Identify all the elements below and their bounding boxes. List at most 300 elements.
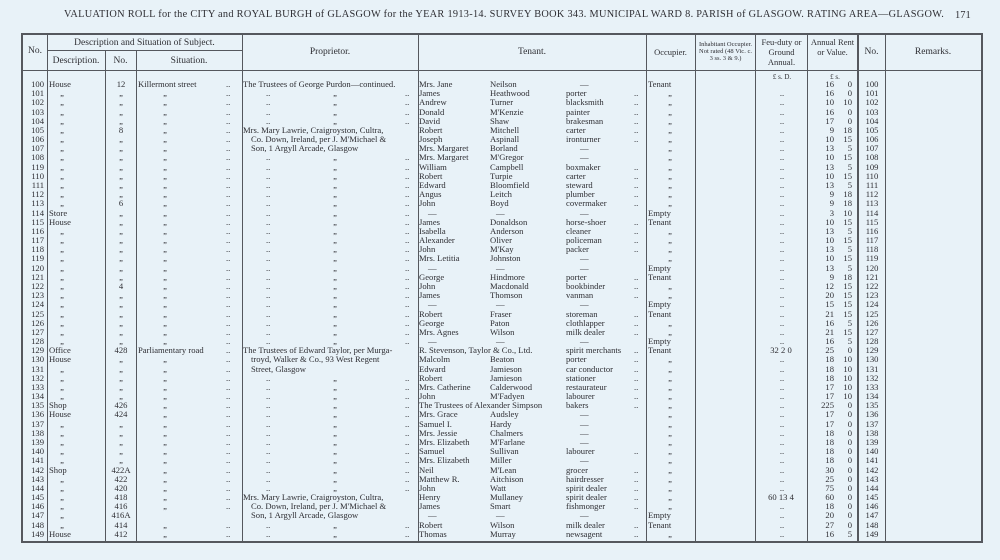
rent-units: £ s. [830,73,840,81]
situation: „ [163,299,167,310]
table-row [0,300,1000,309]
leader-dots: .. [226,235,231,246]
tenant-first-name: Donald [419,106,445,117]
house-number: „ [119,391,123,402]
rent-pounds: 16 [825,79,834,89]
leader-dots: .. [405,271,410,282]
leader-dots: .. [266,88,271,99]
tenant-occupation: — [580,427,589,438]
rent-shillings: 15 [843,235,852,246]
rent-shillings: 0 [847,409,852,420]
proprietor: „ [333,106,337,117]
proprietor: „ [333,409,337,420]
house-number: 416 [114,501,128,512]
rent-shillings: 5 [847,225,852,236]
row-number: 108 [31,152,44,163]
situation: „ [163,115,167,126]
rent-pounds: 20 [825,290,834,301]
description: „ [60,106,64,117]
tenant-first-name: William [419,161,447,172]
feu-duty: .. [779,280,785,291]
feu-duty: .. [779,427,785,438]
table-row [0,199,1000,208]
proprietor: Street, Glasgow [251,363,306,374]
leader-dots: .. [634,161,639,172]
tenant-occupation: cleaner [566,225,591,236]
occupier: Tenant [648,216,672,227]
leader-dots: .. [405,189,410,200]
description: „ [60,124,64,135]
leader-dots: .. [226,418,231,429]
situation: Killermont street [138,79,197,89]
leader-dots: .. [405,308,410,319]
row-number: 107 [31,143,44,154]
feu-duty: .. [779,299,785,310]
occupier: „ [668,235,672,246]
description: „ [60,225,64,236]
tenant-surname: Paton [490,317,510,328]
occupier: „ [668,134,672,145]
leader-dots: .. [226,253,231,264]
tenant-surname: Jamieson [490,372,522,383]
occupier: Tenant [648,345,672,356]
house-number: „ [119,372,123,383]
rent-pounds: 17 [825,381,834,392]
situation: „ [163,152,167,163]
leader-dots: .. [226,143,231,154]
proprietor: „ [333,97,337,108]
leader-dots: .. [405,216,410,227]
header-divider [47,50,242,51]
leader-dots: .. [634,134,639,145]
leader-dots: .. [634,326,639,337]
house-number: „ [119,88,123,99]
leader-dots: .. [266,225,271,236]
tenant-first-name: James [419,290,441,301]
feu-duty: .. [779,372,785,383]
tenant-first-name: Mrs. Jessie [419,427,458,438]
tenant-first-name: James [419,88,441,99]
row-number-right: 137 [865,418,879,429]
leader-dots: .. [266,326,271,337]
rent-shillings: 15 [843,326,852,337]
description: „ [60,473,64,484]
row-number: 146 [31,501,44,512]
tenant-surname: M'Kenzie [490,106,524,117]
house-number: 426 [114,400,128,411]
leader-dots: .. [634,482,639,493]
situation: „ [163,427,167,438]
rent-shillings: 0 [847,115,852,126]
situation: „ [163,482,167,493]
occupier: „ [668,124,672,135]
proprietor: „ [333,189,337,200]
tenant-surname: Beaton [490,354,515,365]
house-number: „ [119,455,123,466]
leader-dots: .. [405,198,410,209]
description: „ [60,418,64,429]
rent-shillings: 0 [847,510,852,521]
leader-dots: .. [226,280,231,291]
house-number: „ [119,437,123,448]
row-number-right: 129 [865,345,879,356]
occupier: „ [668,437,672,448]
row-number: 143 [31,473,44,484]
leader-dots: .. [226,437,231,448]
leader-dots: .. [634,363,639,374]
description: House [49,354,71,365]
house-number: 428 [114,345,128,356]
row-number-right: 103 [865,106,879,117]
situation: „ [163,437,167,448]
feu-duty: .. [779,437,785,448]
tenant-surname: M'Fadyen [490,391,525,402]
situation: „ [163,492,167,503]
tenant-occupation: stationer [566,372,596,383]
leader-dots: .. [266,170,271,181]
tenant-first-name: Robert [419,519,443,530]
tenant-first-name: — [428,207,437,218]
leader-dots: .. [634,381,639,392]
proprietor: The Trustees of George Purdon—continued. [243,79,396,89]
rent-shillings: 10 [843,363,852,374]
proprietor: „ [333,235,337,246]
leader-dots: .. [405,290,410,301]
leader-dots: .. [634,106,639,117]
description: „ [60,482,64,493]
row-number: 132 [31,372,44,383]
rent-pounds: 16 [825,528,834,539]
leader-dots: .. [405,253,410,264]
description: „ [60,253,64,264]
proprietor: „ [333,152,337,163]
rent-pounds: 16 [825,317,834,328]
rent-pounds: 17 [825,409,834,420]
leader-dots: .. [226,115,231,126]
rent-shillings: 0 [847,519,852,530]
rent-shillings: 0 [847,400,852,411]
description: Shop [49,400,67,411]
row-number: 144 [31,482,44,493]
leader-dots: .. [266,427,271,438]
rent-pounds: 18 [825,437,834,448]
proprietor: „ [333,115,337,126]
rent-pounds: 10 [825,152,834,163]
description: House [49,409,71,420]
proprietor: „ [333,482,337,493]
feu-duty: .. [779,253,785,264]
tenant-surname: Thomson [490,290,523,301]
leader-dots: .. [634,124,639,135]
occupier: „ [668,501,672,512]
situation: Parliamentary road [138,345,204,356]
tenant-surname: Turpie [490,170,513,181]
occupier: „ [668,418,672,429]
row-number-right: 125 [865,308,879,319]
row-number: 118 [31,244,44,255]
leader-dots: .. [634,198,639,209]
description: „ [60,198,64,209]
rent-pounds: 225 [821,400,834,411]
proprietor: „ [333,317,337,328]
description: „ [60,299,64,310]
row-number: 131 [31,363,44,374]
rent-shillings: 18 [843,271,852,282]
leader-dots: .. [226,79,231,89]
row-number-right: 106 [865,134,879,145]
tenant-surname: Sullivan [490,446,519,457]
feu-duty: .. [779,97,785,108]
row-number-right: 121 [865,271,879,282]
leader-dots: .. [266,262,271,273]
house-number: „ [119,170,123,181]
situation: „ [163,290,167,301]
leader-dots: .. [226,88,231,99]
house-number: „ [119,290,123,301]
rent-shillings: 5 [847,262,852,273]
feu-duty: .. [779,124,785,135]
proprietor: „ [333,528,337,539]
description: Office [49,345,71,356]
leader-dots: .. [266,464,271,475]
tenant-first-name: Mrs. Jane [419,79,453,89]
row-number: 140 [31,446,44,457]
leader-dots: .. [405,519,410,530]
description: „ [60,437,64,448]
header-bottom-border [21,70,983,71]
proprietor: „ [333,225,337,236]
occupier: „ [668,179,672,190]
house-number: „ [119,253,123,264]
proprietor: „ [333,427,337,438]
rent-pounds: 21 [825,308,834,319]
leader-dots: .. [634,225,639,236]
tenant-occupation: storeman [566,308,598,319]
row-number-right: 108 [865,152,879,163]
occupier: „ [668,244,672,255]
feu-duty: .. [779,510,785,521]
leader-dots: .. [266,179,271,190]
rent-pounds: 16 [825,88,834,99]
leader-dots: .. [634,473,639,484]
tenant-first-name: John [419,244,436,255]
leader-dots: .. [226,262,231,273]
rent-shillings: 0 [847,492,852,503]
description: „ [60,134,64,145]
row-number-right: 149 [865,528,879,539]
situation: „ [163,455,167,466]
occupier: „ [668,97,672,108]
situation: „ [163,308,167,319]
row-number: 105 [31,124,44,135]
leader-dots: .. [266,198,271,209]
row-number: 113 [31,198,44,209]
row-number-right: 113 [865,198,879,209]
situation: „ [163,97,167,108]
situation: „ [163,216,167,227]
tenant-first-name: Andrew [419,97,447,108]
proprietor: „ [333,372,337,383]
rent-pounds: 75 [825,482,834,493]
tenant-first-name: Angus [419,189,442,200]
rent-shillings: 18 [843,198,852,209]
tenant-surname: — [496,510,505,521]
leader-dots: .. [634,345,639,356]
occupier: „ [668,464,672,475]
rent-shillings: 0 [847,427,852,438]
row-number-right: 123 [865,290,879,301]
feu-duty: .. [779,244,785,255]
leader-dots: .. [634,115,639,126]
tenant-occupation: painter [566,106,590,117]
leader-dots: .. [634,244,639,255]
house-number: „ [119,106,123,117]
leader-dots: .. [634,464,639,475]
leader-dots: .. [634,271,639,282]
row-number: 137 [31,418,44,429]
description: Shop [49,464,67,475]
rent-pounds: 18 [825,446,834,457]
leader-dots: .. [226,179,231,190]
rent-pounds: 9 [829,189,834,200]
row-number-right: 131 [865,363,879,374]
rent-shillings: 15 [843,308,852,319]
row-number-right: 148 [865,519,879,530]
situation: „ [163,189,167,200]
row-number: 145 [31,492,44,503]
description: „ [60,262,64,273]
row-number-right: 107 [865,143,879,154]
feu-duty: .. [779,308,785,319]
leader-dots: .. [634,354,639,365]
tenant-occupation: clothlapper [566,317,605,328]
leader-dots: .. [266,473,271,484]
tenant-surname: Borland [490,143,518,154]
row-number: 120 [31,262,44,273]
feu-duty: .. [779,152,785,163]
header-annual-rent: Annual Rent or Value. [810,37,855,57]
row-number: 134 [31,391,44,402]
leader-dots: .. [266,244,271,255]
rent-shillings: 15 [843,216,852,227]
leader-dots: .. [405,446,410,457]
proprietor: „ [333,244,337,255]
situation: „ [163,363,167,374]
leader-dots: .. [634,501,639,512]
rent-shillings: 5 [847,244,852,255]
feu-duty: .. [779,409,785,420]
feu-duty: .. [779,336,785,347]
leader-dots: .. [226,519,231,530]
proprietor: „ [333,400,337,411]
leader-dots: .. [226,400,231,411]
house-number: „ [119,363,123,374]
row-number-right: 135 [865,400,879,411]
tenant-first-name: Edward [419,179,446,190]
house-number: 424 [114,409,128,420]
leader-dots: .. [634,189,639,200]
house-number: „ [119,97,123,108]
tenant-first-name: Mrs. Agnes [419,326,459,337]
situation: „ [163,391,167,402]
row-number: 123 [31,290,44,301]
row-number: 141 [31,455,44,466]
description: „ [60,510,64,521]
description: „ [60,161,64,172]
proprietor: „ [333,391,337,402]
description: House [49,528,71,539]
row-number: 147 [31,510,44,521]
occupier: „ [668,143,672,154]
leader-dots: .. [226,299,231,310]
house-number: 8 [118,124,124,135]
tenant-occupation: porter [566,271,587,282]
header-occupier: Occupier. [654,47,687,57]
tenant-occupation: bookbinder [566,280,606,291]
leader-dots: .. [405,152,410,163]
situation: „ [163,253,167,264]
rent-shillings: 0 [847,482,852,493]
description: „ [60,143,64,154]
tenant-surname: M'Farlane [490,437,525,448]
leader-dots: .. [226,464,231,475]
tenant-surname: M'Lean [490,464,517,475]
header-description: Description. [52,56,100,66]
rent-pounds: 60 [825,492,834,503]
row-number: 104 [31,115,44,126]
rent-shillings: 10 [843,97,852,108]
tenant-occupation: spirit dealer [566,482,607,493]
row-number-right: 145 [865,492,879,503]
header-no: No. [28,46,42,56]
situation: „ [163,317,167,328]
occupier: Tenant [648,271,672,282]
row-number-right: 101 [865,88,879,99]
header-feu-duty: Feu-duty or Ground Annual. [761,37,802,67]
description: Store [49,207,68,218]
rent-pounds: 10 [825,170,834,181]
rent-pounds: 18 [825,372,834,383]
situation: „ [163,124,167,135]
rent-shillings: 0 [847,464,852,475]
rent-shillings: 0 [847,437,852,448]
rent-shillings: 10 [843,381,852,392]
house-number: „ [119,235,123,246]
tenant-occupation: milk dealer [566,326,605,337]
situation: „ [163,326,167,337]
proprietor: Son, 1 Argyll Arcade, Glasgow [251,143,359,154]
proprietor: „ [333,207,337,218]
leader-dots: .. [405,179,410,190]
situation: „ [163,271,167,282]
rent-shillings: 0 [847,455,852,466]
tenant-occupation: labourer [566,446,595,457]
rent-shillings: 5 [847,528,852,539]
situation: „ [163,235,167,246]
header-situation: Situation. [170,56,208,66]
tenant-occupation: car conductor [566,363,614,374]
row-number: 148 [31,519,44,530]
feu-duty: .. [779,501,785,512]
tenant-surname: Macdonald [490,280,529,291]
occupier: „ [668,253,672,264]
tenant-surname: Boyd [490,198,509,209]
leader-dots: .. [266,381,271,392]
proprietor: „ [333,262,337,273]
tenant-surname: Donaldson [490,216,528,227]
occupier: „ [668,455,672,466]
tenant-occupation: — [580,143,589,154]
